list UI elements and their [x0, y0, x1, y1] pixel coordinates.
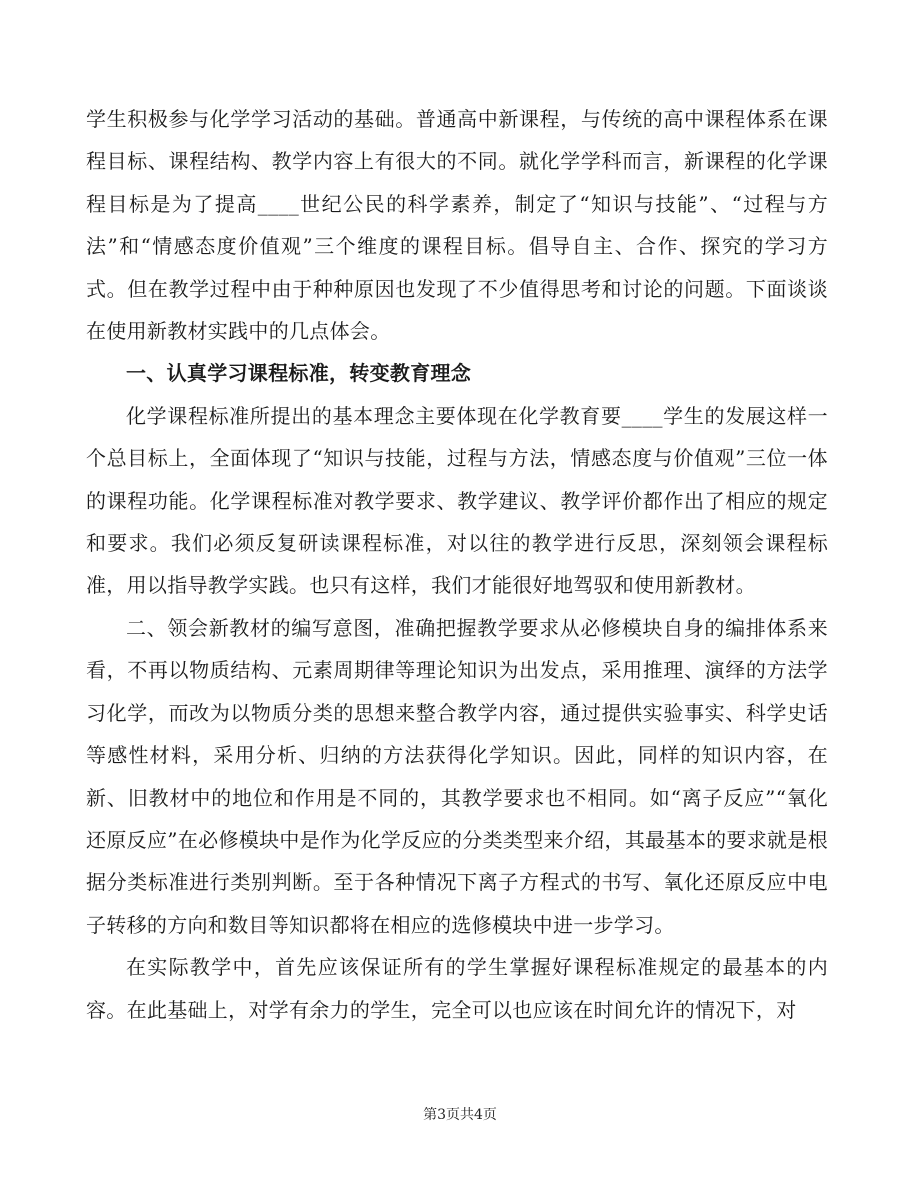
section-heading-1: 一、认真学习课程标准，转变教育理念	[126, 361, 472, 386]
document-body	[86, 98, 828, 1031]
paragraph-practice: 在实际教学中，首先应该保证所有的学生掌握好课程标准规定的最基本的内容。在此基础上，对学有余力的学生，完全可以也应该在时间允许的情况下，对	[86, 955, 828, 1022]
paragraph-new-textbook: 二、领会新教材的编写意图，准确把握教学要求从必修模块自身的编排体系来看，不再以物质结构、元素周期律等理论知识为出发点，采用推理、演绎的方法学习化学，而改为以物质分类的思想来整合教学内容，通过提供实验事实、科学史话等感性材料，采用分析、归纳的方法获得化学知识。因此，同样的知识内容，在新、旧教材中的地位和作用是不同的，其教学要求也不相同。如“离子反应”“氧化还原反应”在必修模块中是作为化学反应的分类类型来介绍，其最基本的要求就是根据分类标准进行类别判断。至于各种情况下离子方程式的书写、氧化还原反应中电子转移的方向和数目等知识都将在相应的选修模块中进一步学习。	[86, 615, 828, 937]
paragraph-curriculum-standards: 化学课程标准所提出的基本理念主要体现在化学教育要____学生的发展这样一个总目标上，全面体现了“知识与技能，过程与方法，情感态度与价值观”三位一体的课程功能。化学课程标准对教学要求、教学建议、教学评价都作出了相应的规定和要求。我们必须反复研读课程标准，对以往的教学进行反思，深刻领会课程标准，用以指导教学实践。也只有这样，我们才能很好地驾驭和使用新教材。	[86, 403, 828, 598]
paragraph-intro: 学生积极参与化学学习活动的基础。普通高中新课程，与传统的高中课程体系在课程目标、课程结构、教学内容上有很大的不同。就化学学科而言，新课程的化学课程目标是为了提高____世纪公民的科学素养，制定了“知识与技能”、“过程与方法”和“情感态度价值观”三个维度的课程目标。倡导自主、合作、探究的学习方式。但在教学过程中由于种种原因也发现了不少值得思考和讨论的问题。下面谈谈在使用新教材实践中的几点体会。	[86, 107, 828, 344]
page-footer: 第3页共4页	[423, 1107, 497, 1123]
